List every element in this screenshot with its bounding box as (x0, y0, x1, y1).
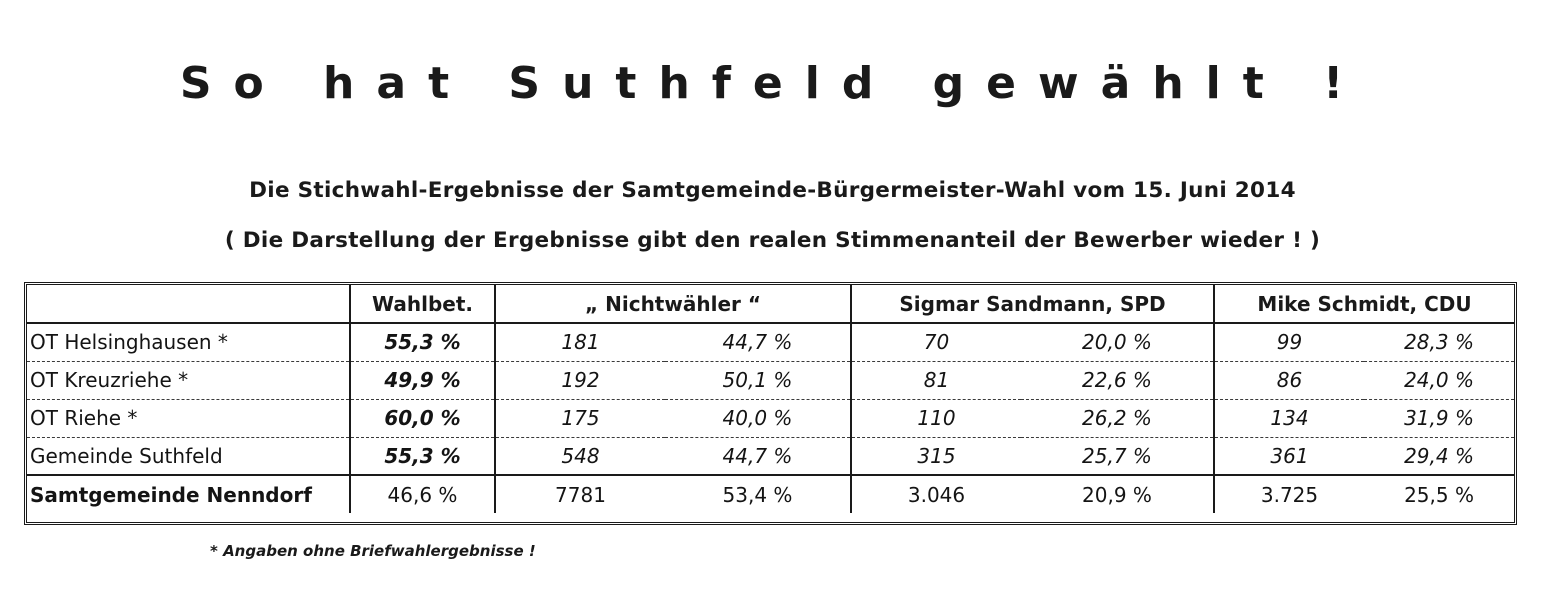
nichtwaehler-count: 7781 (495, 475, 665, 513)
sandmann-percent: 20,0 % (1021, 323, 1214, 361)
nichtwaehler-percent: 53,4 % (722, 482, 793, 507)
sandmann-percent: 26,2 % (1021, 399, 1214, 437)
schmidt-percent: 25,5 % (1404, 482, 1474, 507)
nichtwaehler-percent: 44,7 % (665, 437, 851, 475)
header-sandmann: Sigmar Sandmann, SPD (851, 285, 1214, 323)
table-row-total (27, 475, 1514, 513)
footnote: * Angaben ohne Briefwahlergebnisse ! (210, 542, 536, 560)
nichtwaehler-count: 192 (495, 361, 665, 399)
schmidt-count: 99 (1214, 323, 1364, 361)
sandmann-count: 81 (851, 361, 1021, 399)
nichtwaehler-count: 548 (495, 437, 665, 475)
header-schmidt: Mike Schmidt, CDU (1214, 285, 1514, 323)
schmidt-count: 3.725 (1214, 475, 1364, 513)
nichtwaehler-percent: 44,7 % (665, 323, 851, 361)
header-wahlbet: Wahlbet. (350, 285, 495, 323)
row-label: Gemeinde Suthfeld (27, 437, 350, 475)
results-table (27, 285, 1514, 513)
nichtwaehler-count: 175 (495, 399, 665, 437)
row-label: OT Riehe * (27, 399, 350, 437)
schmidt-count: 86 (1214, 361, 1364, 399)
header-row (27, 285, 1514, 323)
header-nichtwaehler: „ Nichtwähler “ (495, 285, 851, 323)
schmidt-percent: 31,9 % (1364, 399, 1514, 437)
table-row (27, 437, 1514, 475)
schmidt-percent: 28,3 % (1364, 323, 1514, 361)
header-region (27, 285, 350, 323)
wahlbet-value: 60,0 % (350, 399, 495, 437)
sandmann-count: 315 (851, 437, 1021, 475)
row-label: Samtgemeinde Nenndorf (30, 482, 312, 507)
table-row (27, 399, 1514, 437)
row-label: OT Kreuzriehe * (27, 361, 350, 399)
wahlbet-value: 55,3 % (350, 437, 495, 475)
nichtwaehler-percent: 40,0 % (665, 399, 851, 437)
schmidt-percent: 24,0 % (1364, 361, 1514, 399)
subtitle-line-1: Die Stichwahl-Ergebnisse der Samtgemeinde-Bürgermeister-Wahl vom 15. Juni 2014 (249, 178, 1296, 203)
subtitle-line-2: ( Die Darstellung der Ergebnisse gibt den realen Stimmenanteil der Bewerber wieder ! ) (224, 228, 1321, 253)
schmidt-count: 361 (1214, 437, 1364, 475)
schmidt-count: 134 (1214, 399, 1364, 437)
wahlbet-value: 55,3 % (350, 323, 495, 361)
row-label: OT Helsinghausen * (27, 323, 350, 361)
sandmann-percent: 25,7 % (1021, 437, 1214, 475)
wahlbet-value: 49,9 % (350, 361, 495, 399)
sandmann-count: 3.046 (851, 475, 1021, 513)
schmidt-percent: 29,4 % (1364, 437, 1514, 475)
sandmann-percent: 22,6 % (1021, 361, 1214, 399)
table-row (27, 323, 1514, 361)
sandmann-count: 110 (851, 399, 1021, 437)
wahlbet-value: 46,6 % (350, 475, 495, 513)
sandmann-percent: 20,9 % (1082, 482, 1152, 507)
headline: So hat Suthfeld gewählt ! (179, 58, 1366, 109)
sandmann-count: 70 (851, 323, 1021, 361)
table-row (27, 361, 1514, 399)
nichtwaehler-percent: 50,1 % (665, 361, 851, 399)
nichtwaehler-count: 181 (495, 323, 665, 361)
